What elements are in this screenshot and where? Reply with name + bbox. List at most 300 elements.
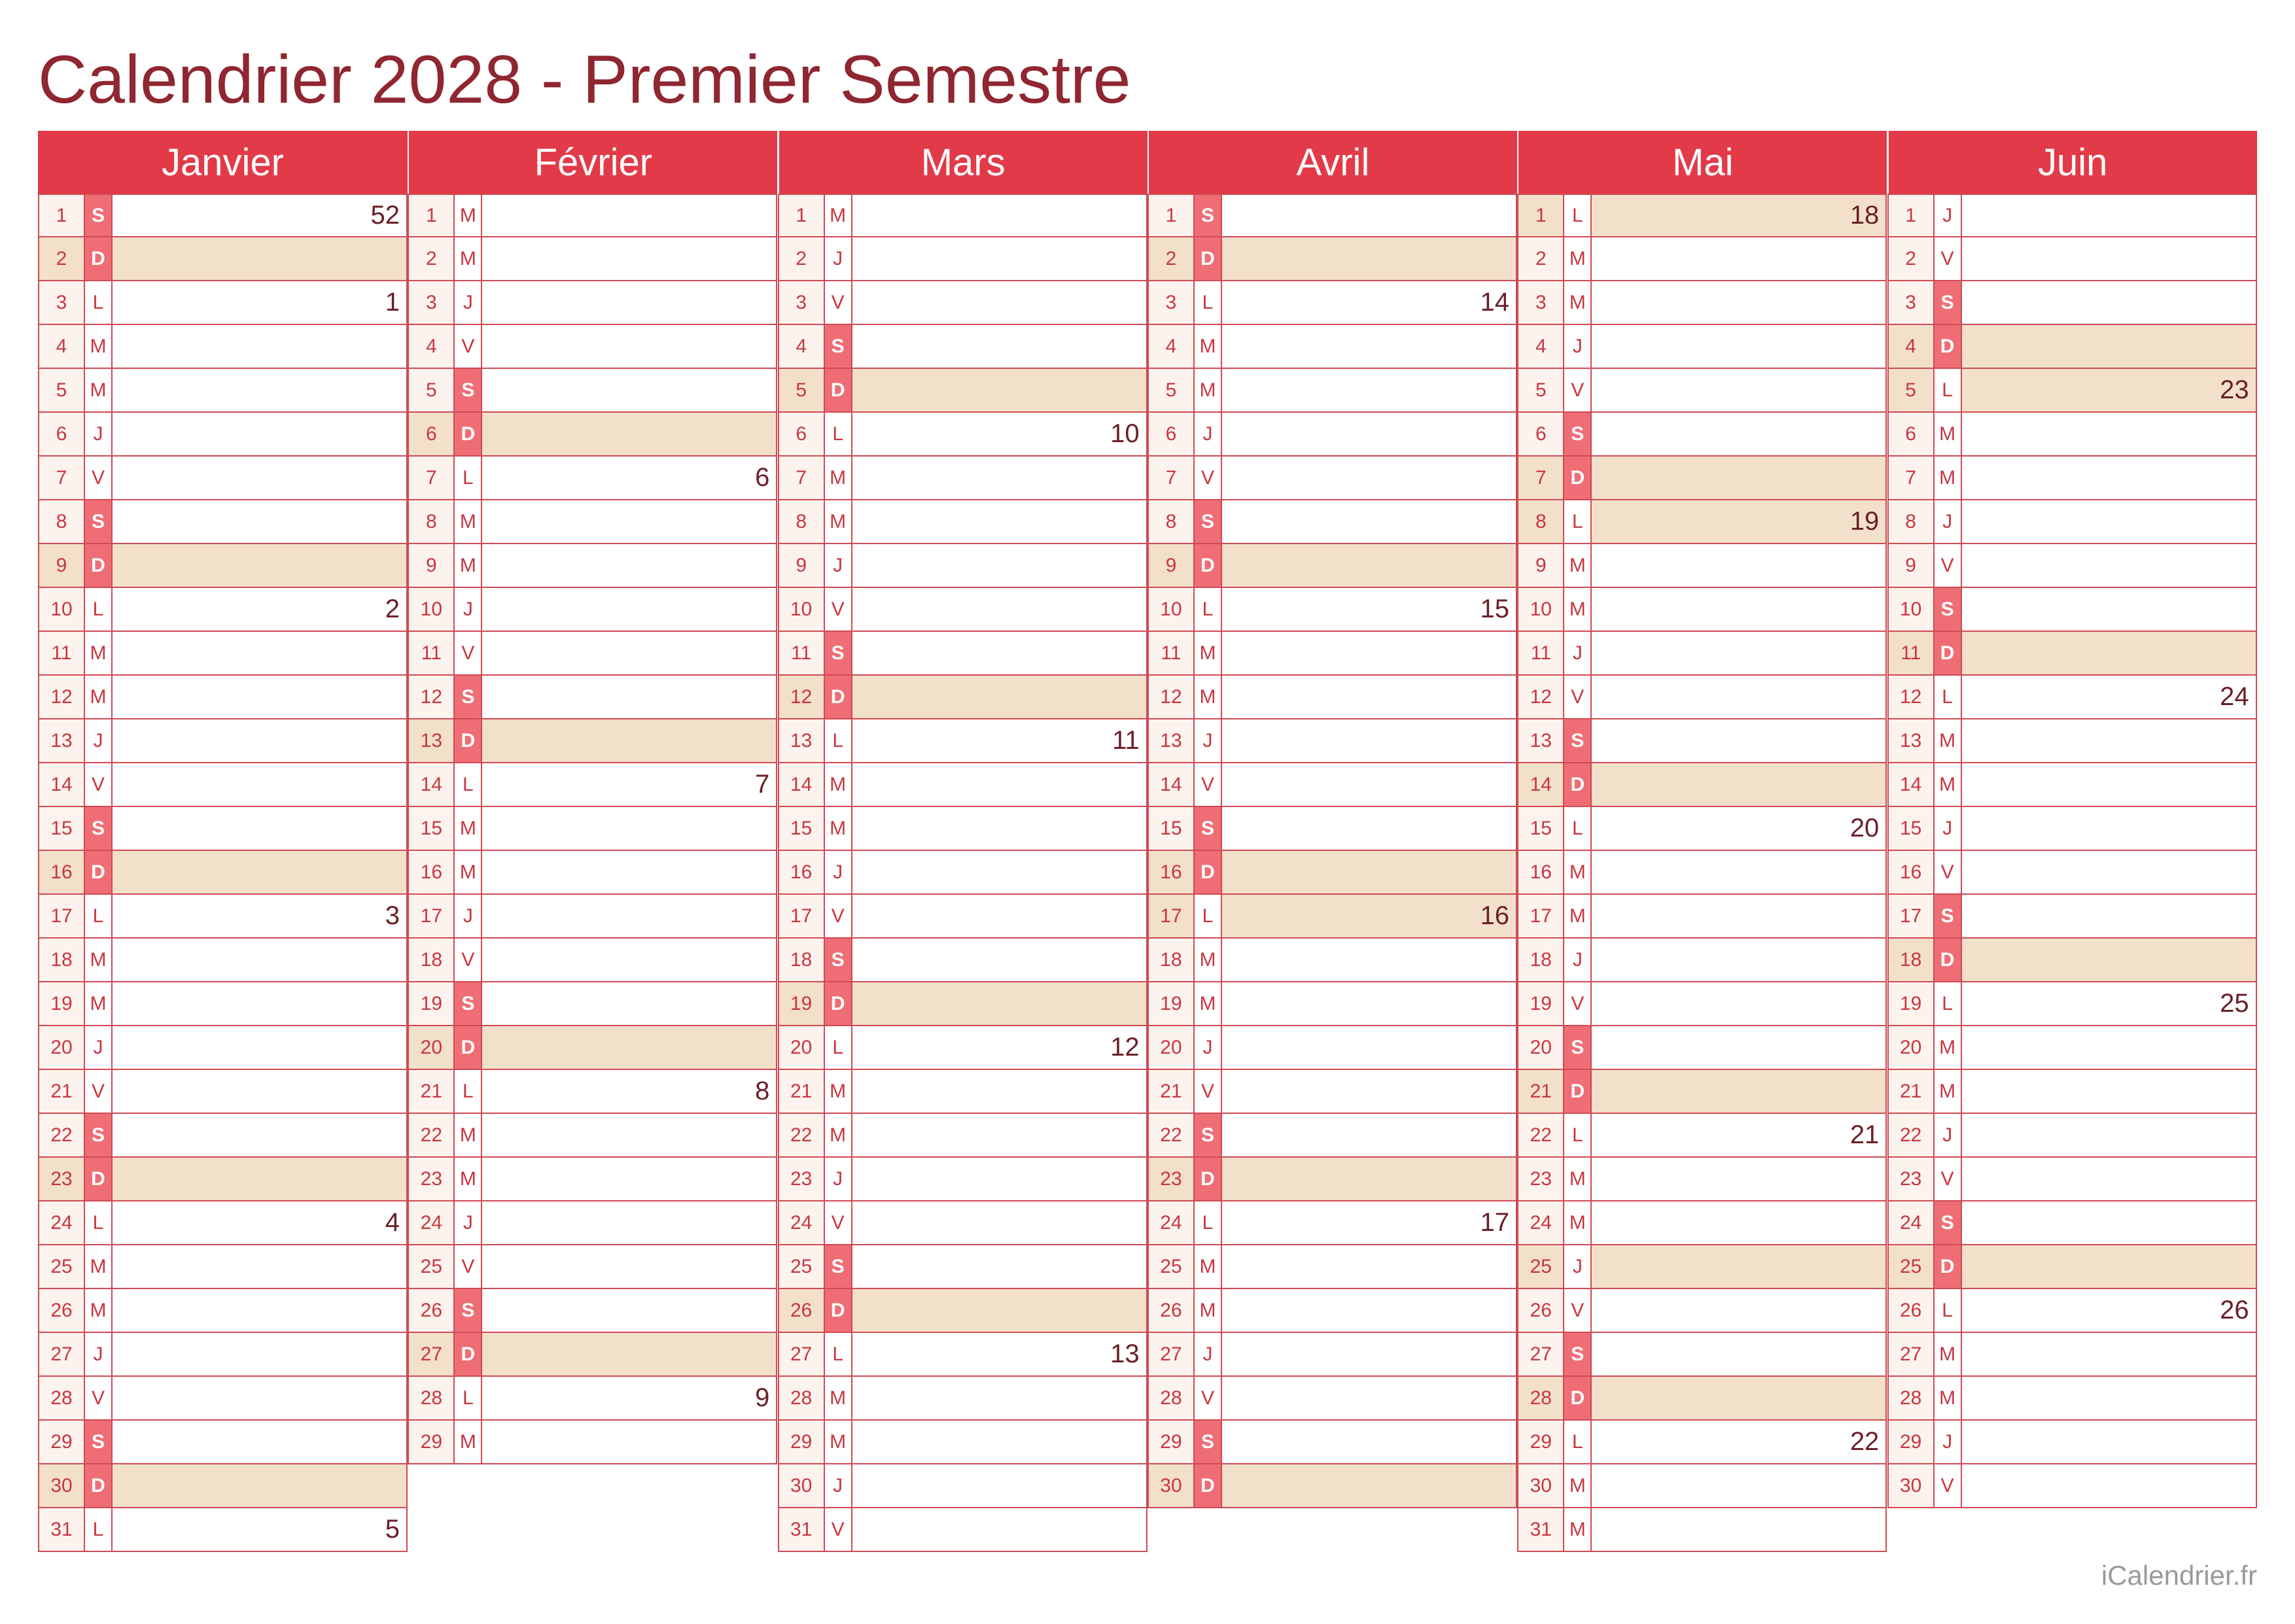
day-note-cell	[1592, 719, 1885, 762]
month-header: Janvier	[38, 131, 408, 194]
day-number: 12	[779, 676, 824, 718]
day-row	[778, 1333, 1148, 1377]
week-number: 17	[1480, 1208, 1509, 1237]
weekday-letter: M	[453, 1421, 482, 1463]
day-number: 7	[1149, 457, 1193, 499]
day-note-cell	[113, 676, 406, 718]
weekday-letter: L	[1563, 1421, 1592, 1463]
weekday-letter: J	[824, 544, 852, 587]
day-row	[778, 1421, 1148, 1464]
day-number: 13	[1149, 719, 1193, 762]
weekday-letter: D	[1193, 544, 1222, 587]
weekday-letter: M	[1193, 1289, 1222, 1332]
day-note-cell	[1592, 1421, 1885, 1463]
weekday-letter: M	[84, 325, 113, 368]
day-note-cell	[1962, 1114, 2256, 1156]
day-row	[408, 588, 777, 632]
day-number: 6	[779, 413, 824, 455]
day-row	[38, 1245, 408, 1289]
day-row	[408, 500, 777, 544]
weekday-letter: M	[1933, 1070, 1962, 1113]
day-row	[1887, 500, 2257, 544]
day-note-cell	[852, 763, 1146, 806]
day-row	[1148, 807, 1517, 851]
day-note-cell	[113, 851, 406, 893]
day-note-cell	[113, 281, 406, 324]
day-number: 21	[1518, 1070, 1563, 1113]
day-note-cell	[852, 369, 1146, 411]
day-note-cell	[1222, 763, 1516, 806]
day-note-cell	[113, 325, 406, 368]
day-note-cell	[1222, 457, 1516, 499]
day-number: 28	[1889, 1377, 1933, 1419]
day-note-cell	[1962, 1158, 2256, 1200]
day-number: 3	[409, 281, 453, 324]
day-row	[1887, 1026, 2257, 1070]
day-number: 7	[409, 457, 453, 499]
day-row	[778, 1070, 1148, 1114]
day-row	[1148, 588, 1517, 632]
day-number: 15	[39, 807, 84, 850]
day-row	[408, 632, 777, 676]
weekday-letter: L	[453, 763, 482, 806]
week-number: 1	[385, 288, 400, 317]
day-row	[1887, 1333, 2257, 1377]
day-row	[778, 1158, 1148, 1201]
weekday-letter: D	[1563, 1070, 1592, 1113]
weekday-letter: M	[1193, 939, 1222, 981]
day-number: 28	[409, 1377, 453, 1419]
day-note-cell	[482, 763, 776, 806]
day-row	[1148, 194, 1517, 237]
day-number: 17	[1518, 895, 1563, 937]
day-row	[408, 676, 777, 719]
weekday-letter: L	[1563, 195, 1592, 236]
weekday-letter: S	[84, 1114, 113, 1156]
weekday-letter: D	[1933, 632, 1962, 674]
day-note-cell	[1592, 939, 1885, 981]
weekday-letter: S	[453, 369, 482, 411]
weekday-letter: D	[453, 413, 482, 455]
weekday-letter: M	[824, 763, 852, 806]
day-number: 14	[409, 763, 453, 806]
weekday-letter: L	[1933, 369, 1962, 411]
day-row	[1148, 1158, 1517, 1201]
day-row	[1148, 1026, 1517, 1070]
day-number: 10	[1149, 588, 1193, 631]
day-number: 16	[1149, 851, 1193, 893]
weekday-letter: M	[1563, 281, 1592, 324]
week-number: 12	[1110, 1033, 1140, 1062]
day-row	[1517, 1508, 1887, 1552]
day-note-cell	[1962, 1026, 2256, 1069]
day-note-cell	[1592, 1464, 1885, 1507]
day-row	[778, 676, 1148, 719]
weekday-letter: L	[1193, 281, 1222, 324]
day-row	[1517, 1026, 1887, 1070]
weekday-letter: M	[1563, 544, 1592, 587]
day-row	[38, 1289, 408, 1333]
day-number: 18	[1518, 939, 1563, 981]
day-note-cell	[852, 544, 1146, 587]
day-number: 1	[1889, 195, 1933, 236]
day-number: 19	[1889, 982, 1933, 1025]
day-number: 12	[39, 676, 84, 718]
week-number: 22	[1849, 1427, 1880, 1456]
day-row	[778, 544, 1148, 588]
day-number: 29	[1889, 1421, 1933, 1463]
weekday-letter: V	[84, 1070, 113, 1113]
day-row	[778, 895, 1148, 939]
day-number: 28	[779, 1377, 824, 1419]
day-row	[1148, 1289, 1517, 1333]
day-note-cell	[113, 1245, 406, 1288]
weekday-letter: J	[1933, 1114, 1962, 1156]
day-row	[408, 1158, 777, 1201]
weekday-letter: V	[1933, 544, 1962, 587]
day-row	[1517, 1333, 1887, 1377]
day-note-cell	[113, 807, 406, 850]
week-number: 23	[2220, 375, 2249, 404]
day-row	[408, 413, 777, 457]
day-note-cell	[1962, 1464, 2256, 1507]
day-row	[38, 719, 408, 763]
weekday-letter: J	[824, 851, 852, 893]
day-note-cell	[1222, 719, 1516, 762]
day-note-cell	[482, 851, 776, 893]
weekday-letter: J	[824, 1464, 852, 1507]
weekday-letter: M	[1193, 325, 1222, 368]
weekday-letter: V	[1933, 237, 1962, 280]
weekday-letter: D	[1563, 457, 1592, 499]
weekday-letter: S	[1563, 1333, 1592, 1375]
day-number: 17	[1149, 895, 1193, 937]
weekday-letter: J	[453, 588, 482, 631]
day-note-cell	[852, 195, 1146, 236]
day-note-cell	[1592, 457, 1885, 499]
day-row	[1148, 1114, 1517, 1158]
day-number: 25	[1149, 1245, 1193, 1288]
weekday-letter: J	[1563, 632, 1592, 674]
day-note-cell	[1962, 676, 2256, 718]
day-number: 10	[779, 588, 824, 631]
weekday-letter: J	[1193, 1026, 1222, 1069]
day-number: 20	[1518, 1026, 1563, 1069]
day-number: 7	[1889, 457, 1933, 499]
day-row	[1887, 237, 2257, 281]
day-number: 5	[39, 369, 84, 411]
weekday-letter: D	[453, 1026, 482, 1069]
day-row	[38, 544, 408, 588]
day-row	[1887, 1377, 2257, 1421]
day-row	[38, 369, 408, 413]
day-note-cell	[852, 325, 1146, 368]
day-number: 29	[409, 1421, 453, 1463]
day-number: 2	[1889, 237, 1933, 280]
day-number: 30	[1149, 1464, 1193, 1507]
day-note-cell	[1962, 632, 2256, 674]
day-note-cell	[1962, 1289, 2256, 1332]
day-row	[408, 1026, 777, 1070]
day-row	[1887, 1421, 2257, 1464]
day-row	[38, 676, 408, 719]
weekday-letter: V	[1193, 763, 1222, 806]
weekday-letter: L	[1193, 895, 1222, 937]
weekday-letter: S	[1563, 719, 1592, 762]
day-note-cell	[1962, 763, 2256, 806]
day-note-cell	[852, 1158, 1146, 1200]
day-row	[38, 982, 408, 1026]
weekday-letter: S	[453, 1289, 482, 1332]
weekday-letter: M	[1933, 1026, 1962, 1069]
day-number: 17	[39, 895, 84, 937]
weekday-letter: S	[84, 807, 113, 850]
day-row	[1887, 1158, 2257, 1201]
day-number: 18	[1149, 939, 1193, 981]
day-note-cell	[482, 1289, 776, 1332]
weekday-letter: J	[1933, 500, 1962, 543]
day-note-cell	[1962, 369, 2256, 411]
day-note-cell	[1962, 1070, 2256, 1113]
day-number: 6	[409, 413, 453, 455]
month-header: Avril	[1148, 131, 1517, 194]
day-number: 6	[39, 413, 84, 455]
day-row	[408, 1245, 777, 1289]
day-row	[38, 1333, 408, 1377]
weekday-letter: D	[1563, 1377, 1592, 1419]
weekday-letter: V	[824, 588, 852, 631]
day-row	[1517, 676, 1887, 719]
day-number: 31	[779, 1508, 824, 1551]
day-row	[1517, 1245, 1887, 1289]
weekday-letter: L	[453, 457, 482, 499]
day-row	[38, 1201, 408, 1245]
day-note-cell	[113, 1333, 406, 1375]
day-row	[1148, 632, 1517, 676]
weekday-letter: L	[453, 1377, 482, 1419]
day-number: 8	[779, 500, 824, 543]
day-number: 2	[1149, 237, 1193, 280]
day-note-cell	[1962, 500, 2256, 543]
day-note-cell	[113, 1158, 406, 1200]
weekday-letter: V	[824, 1201, 852, 1244]
weekday-letter: L	[84, 895, 113, 937]
weekday-letter: M	[1563, 237, 1592, 280]
day-row	[1887, 457, 2257, 500]
day-number: 11	[39, 632, 84, 674]
month-column	[38, 131, 408, 1552]
week-number: 8	[755, 1077, 770, 1105]
day-number: 27	[1518, 1333, 1563, 1375]
day-note-cell	[113, 1114, 406, 1156]
day-number: 29	[1149, 1421, 1193, 1463]
day-note-cell	[852, 500, 1146, 543]
day-note-cell	[1592, 237, 1885, 280]
day-row	[1887, 632, 2257, 676]
day-row	[408, 1377, 777, 1421]
day-note-cell	[852, 1026, 1146, 1069]
day-row	[1148, 281, 1517, 325]
day-note-cell	[1222, 237, 1516, 280]
weekday-letter: J	[1933, 807, 1962, 850]
weekday-letter: L	[1563, 807, 1592, 850]
day-note-cell	[1592, 632, 1885, 674]
month-header: Mars	[778, 131, 1148, 194]
day-number: 27	[1889, 1333, 1933, 1375]
day-note-cell	[1222, 895, 1516, 937]
weekday-letter: M	[453, 807, 482, 850]
day-row	[778, 1508, 1148, 1552]
footer-brand: iCalendrier.fr	[2101, 1560, 2257, 1591]
day-row	[1517, 237, 1887, 281]
day-row	[1517, 1158, 1887, 1201]
weekday-letter: S	[84, 500, 113, 543]
day-row	[1517, 939, 1887, 982]
day-note-cell	[1222, 281, 1516, 324]
day-note-cell	[482, 982, 776, 1025]
day-row	[1517, 1114, 1887, 1158]
day-row	[1887, 895, 2257, 939]
day-number: 22	[1149, 1114, 1193, 1156]
weekday-letter: L	[1193, 1201, 1222, 1244]
day-row	[38, 413, 408, 457]
day-note-cell	[1962, 851, 2256, 893]
day-row	[408, 1070, 777, 1114]
day-row	[1148, 369, 1517, 413]
week-number: 52	[370, 201, 400, 230]
day-number: 11	[779, 632, 824, 674]
day-number: 31	[39, 1508, 84, 1551]
day-row	[1517, 1201, 1887, 1245]
day-note-cell	[482, 544, 776, 587]
day-number: 31	[1518, 1508, 1563, 1551]
day-row	[38, 281, 408, 325]
day-number: 27	[39, 1333, 84, 1375]
day-number: 9	[39, 544, 84, 587]
weekday-letter: V	[84, 457, 113, 499]
day-row	[778, 1026, 1148, 1070]
day-number: 21	[409, 1070, 453, 1113]
month-column	[778, 131, 1148, 1552]
week-number: 7	[755, 770, 770, 799]
day-note-cell	[113, 1289, 406, 1332]
day-number: 25	[409, 1245, 453, 1288]
day-note-cell	[113, 1464, 406, 1507]
page-title: Calendrier 2028 - Premier Semestre	[38, 42, 1131, 118]
weekday-letter: D	[1933, 325, 1962, 368]
day-row	[1887, 807, 2257, 851]
day-note-cell	[113, 1026, 406, 1069]
day-note-cell	[1592, 851, 1885, 893]
day-note-cell	[1222, 1070, 1516, 1113]
day-note-cell	[1592, 1289, 1885, 1332]
day-note-cell	[1592, 1333, 1885, 1375]
day-row	[778, 237, 1148, 281]
weekday-letter: M	[824, 1070, 852, 1113]
day-row	[38, 1421, 408, 1464]
day-row	[1148, 413, 1517, 457]
day-note-cell	[482, 1201, 776, 1244]
day-row	[1148, 1245, 1517, 1289]
weekday-letter: D	[1193, 851, 1222, 893]
day-number: 4	[1889, 325, 1933, 368]
day-row	[1887, 281, 2257, 325]
day-note-cell	[852, 1333, 1146, 1375]
weekday-letter: V	[1193, 457, 1222, 499]
weekday-letter: S	[1933, 588, 1962, 631]
day-number: 7	[779, 457, 824, 499]
weekday-letter: L	[824, 1026, 852, 1069]
day-row	[38, 1070, 408, 1114]
day-number: 10	[1518, 588, 1563, 631]
day-number: 16	[1889, 851, 1933, 893]
weekday-letter: M	[84, 632, 113, 674]
day-note-cell	[482, 588, 776, 631]
day-note-cell	[852, 1377, 1146, 1419]
weekday-letter: S	[1933, 281, 1962, 324]
day-note-cell	[1592, 1508, 1885, 1551]
week-number: 9	[755, 1383, 770, 1412]
weekday-letter: J	[1193, 719, 1222, 762]
day-number: 27	[409, 1333, 453, 1375]
day-note-cell	[1962, 457, 2256, 499]
day-note-cell	[113, 1377, 406, 1419]
day-row	[38, 194, 408, 237]
day-note-cell	[1222, 1245, 1516, 1288]
day-note-cell	[1962, 237, 2256, 280]
week-number: 6	[755, 463, 770, 492]
day-number: 4	[1518, 325, 1563, 368]
day-note-cell	[482, 1377, 776, 1419]
day-number: 29	[1518, 1421, 1563, 1463]
day-row	[1148, 457, 1517, 500]
day-number: 30	[1889, 1464, 1933, 1507]
week-number: 19	[1849, 507, 1880, 536]
weekday-letter: M	[1563, 1158, 1592, 1200]
weekday-letter: V	[1933, 1464, 1962, 1507]
day-note-cell	[1592, 1026, 1885, 1069]
month-header: Juin	[1887, 131, 2257, 194]
weekday-letter: S	[84, 1421, 113, 1463]
weekday-letter: S	[1193, 195, 1222, 236]
day-row	[778, 413, 1148, 457]
day-number: 13	[409, 719, 453, 762]
day-note-cell	[1592, 763, 1885, 806]
day-row	[778, 369, 1148, 413]
week-number: 16	[1480, 901, 1509, 930]
day-number: 30	[779, 1464, 824, 1507]
day-row	[38, 851, 408, 895]
day-note-cell	[852, 1070, 1146, 1113]
day-row	[778, 632, 1148, 676]
day-note-cell	[852, 413, 1146, 455]
day-number: 18	[39, 939, 84, 981]
weekday-letter: D	[84, 544, 113, 587]
day-note-cell	[482, 500, 776, 543]
weekday-letter: D	[453, 1333, 482, 1375]
day-number: 3	[1889, 281, 1933, 324]
day-note-cell	[1222, 1333, 1516, 1375]
day-note-cell	[1962, 939, 2256, 981]
weekday-letter: M	[1193, 632, 1222, 674]
day-note-cell	[482, 1158, 776, 1200]
day-row	[1148, 982, 1517, 1026]
day-number: 23	[409, 1158, 453, 1200]
weekday-letter: M	[1563, 895, 1592, 937]
weekday-letter: J	[1193, 1333, 1222, 1375]
day-note-cell	[1962, 325, 2256, 368]
day-number: 24	[1149, 1201, 1193, 1244]
